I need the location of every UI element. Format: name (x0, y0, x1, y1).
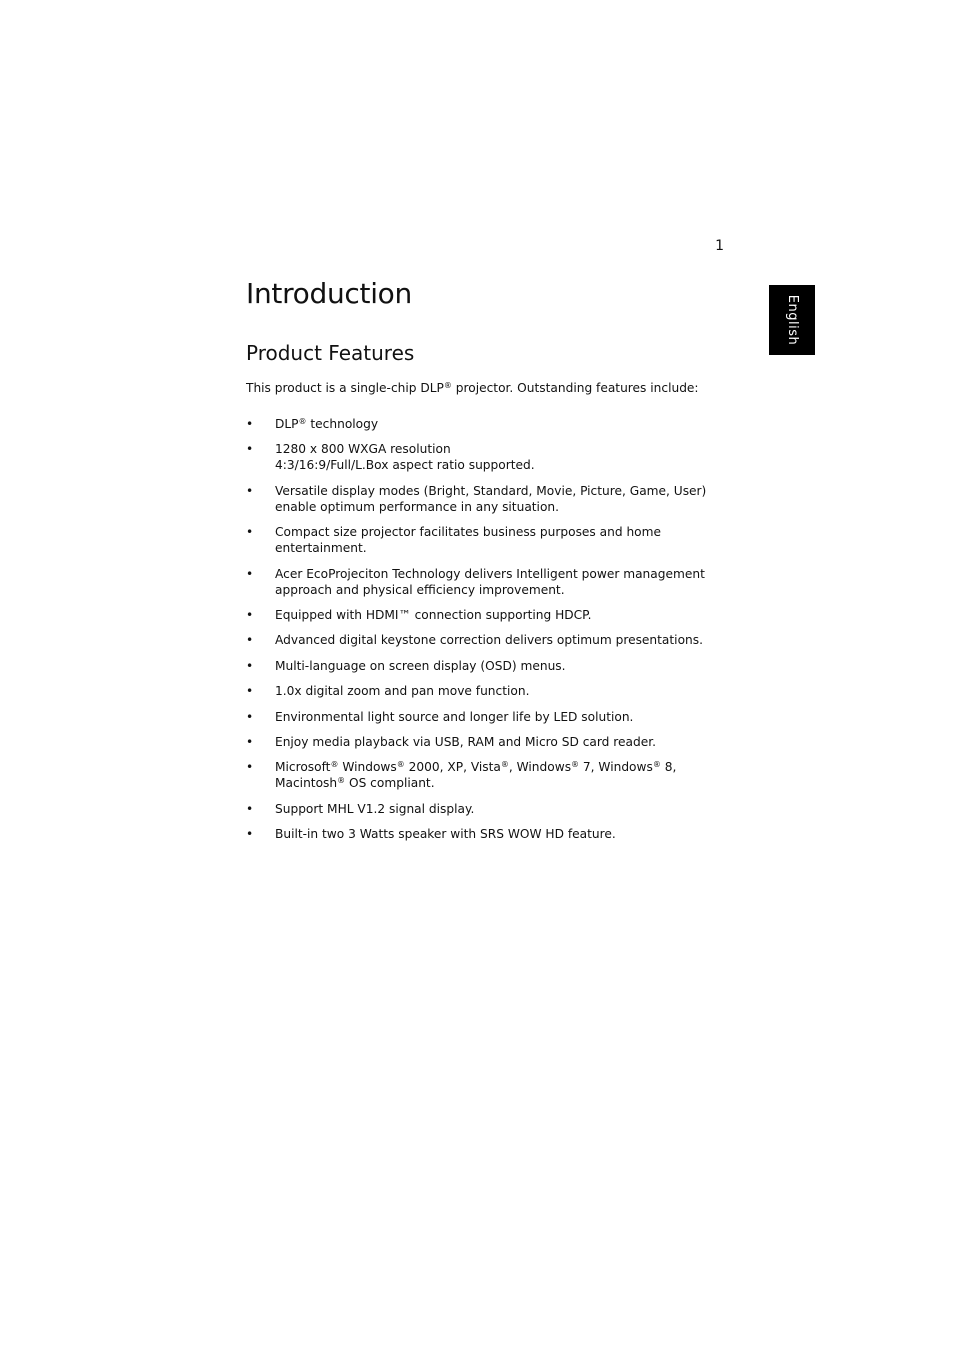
feature-text-line2: entertainment. (275, 541, 367, 556)
feature-text: Equipped with HDMI™ connection supporting HDCP. (275, 607, 592, 622)
bullet-icon: • (246, 827, 254, 842)
bullet-icon: • (246, 734, 254, 749)
language-tab (769, 285, 815, 355)
bullet-icon: • (246, 801, 254, 816)
feature-item-speakers (246, 826, 716, 842)
intro-paragraph (246, 380, 716, 396)
feature-text-line2: approach and physical efficiency improvement. (275, 582, 565, 597)
feature-text-line2: 4:3/16:9/Full/L.Box aspect ratio supported. (275, 458, 535, 473)
feature-list (246, 416, 716, 842)
bullet-icon: • (246, 760, 254, 775)
feature-text-line1: Compact size projector facilitates business purposes and home (275, 525, 661, 540)
bullet-icon: • (246, 525, 254, 540)
intro-text-end: projector. Outstanding features include: (451, 381, 699, 395)
feature-text-line2: enable optimum performance in any situation. (275, 499, 560, 514)
registered-mark: ® (330, 760, 339, 770)
bullet-icon: • (246, 658, 254, 673)
feature-item-media-playback (246, 734, 716, 750)
feature-text: Macintosh (275, 776, 338, 791)
feature-text: 1.0x digital zoom and pan move function. (275, 684, 530, 699)
registered-mark: ® (500, 760, 509, 770)
registered-mark: ® (396, 760, 405, 770)
feature-text: Built-in two 3 Watts speaker with SRS WOW HD feature. (275, 827, 616, 842)
feature-item-osd-menus (246, 658, 716, 674)
feature-text-line1: Versatile display modes (Bright, Standard, Movie, Picture, Game, User) (275, 483, 707, 498)
feature-text-line1: Acer EcoProjeciton Technology delivers Intelligent power management (275, 566, 705, 581)
feature-text: 8, (660, 760, 677, 775)
feature-text: 7, Windows (579, 760, 653, 775)
bullet-icon: • (246, 607, 254, 622)
feature-text: Microsoft (275, 760, 331, 775)
feature-text: Multi-language on screen display (OSD) menus. (275, 658, 566, 673)
bullet-icon: • (246, 684, 254, 699)
feature-text: 2000, XP, Vista (404, 760, 501, 775)
feature-item-resolution (246, 441, 716, 473)
feature-text: Windows (338, 760, 397, 775)
bullet-icon: • (246, 442, 254, 457)
intro-text-start: This product is a single-chip DLP (246, 381, 444, 395)
feature-text: DLP (275, 417, 299, 431)
main-content (246, 270, 716, 851)
page-title: Introduction (246, 277, 412, 310)
feature-text: Environmental light source and longer life by LED solution. (275, 709, 634, 724)
registered-mark: ® (337, 776, 346, 786)
feature-item-os-compatibility (246, 759, 716, 791)
feature-text: Advanced digital keystone correction delivers optimum presentations. (275, 633, 703, 648)
feature-text: Support MHL V1.2 signal display. (275, 801, 475, 816)
feature-item-compact-size (246, 524, 716, 556)
feature-item-keystone (246, 632, 716, 648)
language-tab-label: English (785, 294, 800, 346)
feature-text: Enjoy media playback via USB, RAM and Micro SD card reader. (275, 734, 656, 749)
feature-item-dlp (246, 416, 716, 432)
bullet-icon: • (246, 709, 254, 724)
registered-mark: ® (571, 760, 580, 770)
feature-text: technology (306, 417, 379, 431)
bullet-icon: • (246, 566, 254, 581)
bullet-icon: • (246, 483, 254, 498)
feature-item-display-modes (246, 483, 716, 515)
registered-mark: ® (652, 760, 661, 770)
feature-item-led-light-source (246, 709, 716, 725)
feature-text-line1: 1280 x 800 WXGA resolution (275, 442, 451, 457)
registered-mark: ® (298, 417, 307, 426)
registered-mark: ® (443, 381, 452, 390)
feature-item-mhl-support (246, 801, 716, 817)
section-title: Product Features (246, 341, 415, 365)
bullet-icon: • (246, 633, 254, 648)
feature-text: OS compliant. (345, 776, 435, 791)
feature-item-hdmi (246, 607, 716, 623)
bullet-icon: • (246, 417, 254, 431)
feature-text: , Windows (508, 760, 572, 775)
feature-item-eco-projection (246, 566, 716, 598)
page-number: 1 (715, 238, 724, 254)
feature-item-digital-zoom (246, 683, 716, 699)
